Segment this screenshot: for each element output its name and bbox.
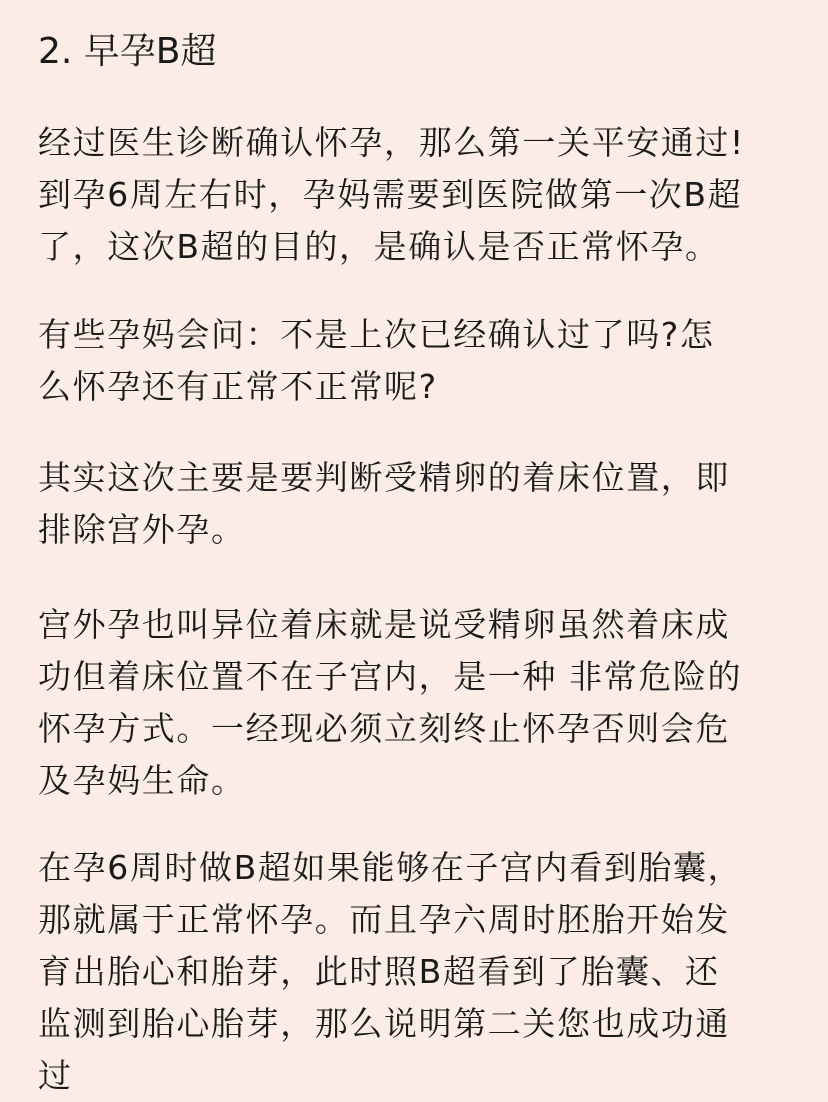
paragraph-ectopic [38,599,742,807]
paragraph-line: 过 [38,1056,73,1095]
paragraph-line: 那就属于正常怀孕。而且孕六周时胚胎开始发 [38,900,730,939]
paragraph-line: 有些孕妈会问：不是上次已经确认过了吗?怎 [38,315,715,354]
paragraph-line: 了，这次B超的目的，是确认是否正常怀孕。 [38,227,720,266]
paragraph-line: 及孕妈生命。 [38,761,246,800]
paragraph-question [38,309,715,413]
paragraph-line: 到孕6周左右时，孕妈需要到医院做第一次B超 [38,175,743,214]
section-heading: 2. 早孕B超 [38,31,217,72]
paragraph-line: 监测到胎心胎芽，那么说明第二关您也成功通 [38,1004,730,1043]
paragraph-implantation [38,452,730,556]
paragraph-line: 宫外孕也叫异位着床就是说受精卵虽然着床成 [38,605,730,644]
paragraph-line: 功但着床位置不在子宫内，是一种 非常危险的 [38,657,743,696]
paragraph-line: 在孕6周时做B超如果能够在子宫内看到胎囊， [38,848,743,887]
paragraph-line: 经过医生诊断确认怀孕，那么第一关平安通过! [38,123,745,162]
paragraph-normal-pregnancy [38,842,742,1102]
paragraph-line: 么怀孕还有正常不正常呢? [38,367,438,406]
paragraph-line: 怀孕方式。一经现必须立刻终止怀孕否则会危 [38,709,730,748]
paragraph-line: 排除宫外孕。 [38,510,246,549]
paragraph-line: 其实这次主要是要判断受精卵的着床位置，即 [38,458,730,497]
paragraph-diagnosis [38,117,745,273]
paragraph-line: 育出胎心和胎芽，此时照B超看到了胎囊、还 [38,952,720,991]
